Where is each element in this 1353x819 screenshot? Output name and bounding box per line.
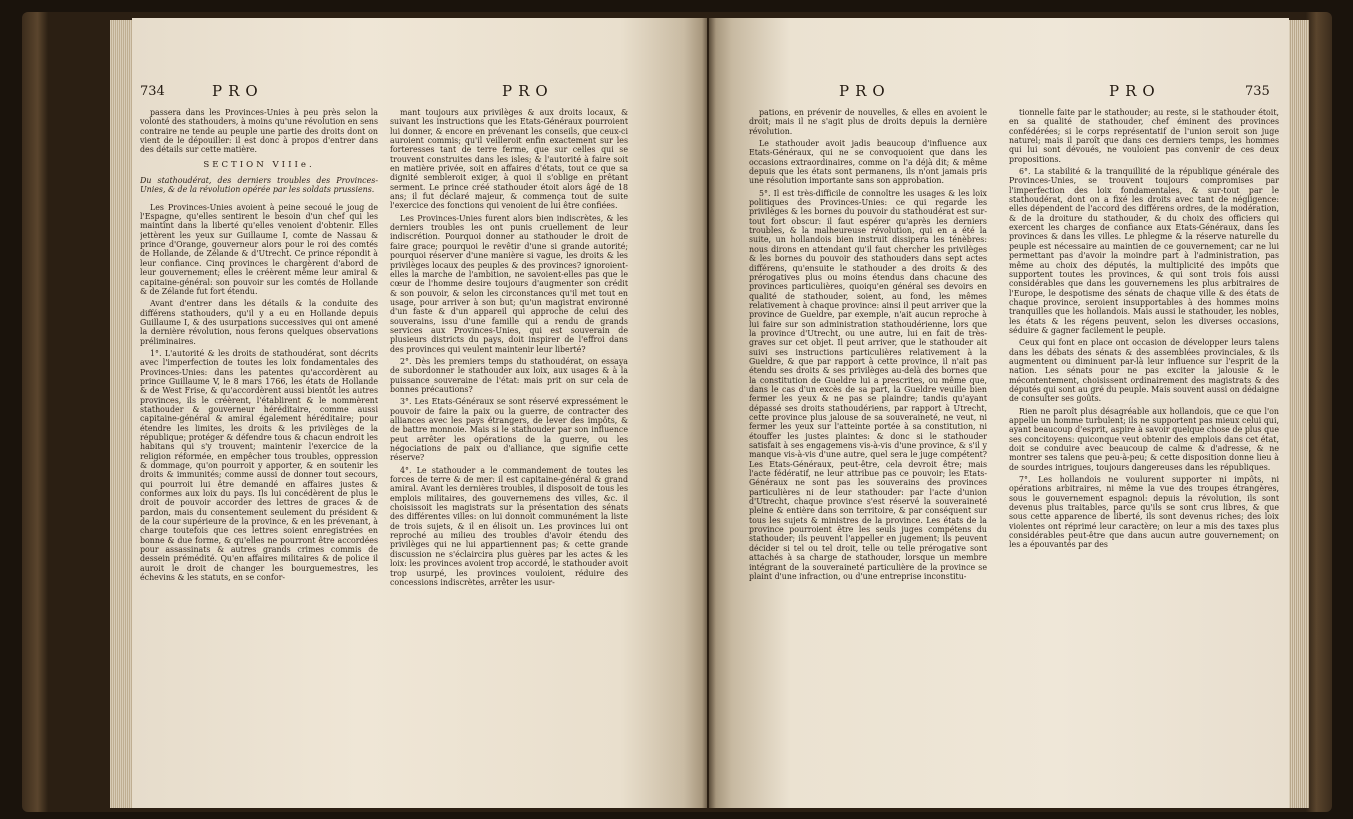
left-running-head-1: PRO [212, 82, 264, 100]
paragraph: 1°. L'autorité & les droits de stathoudérat, sont décrits avec l'imperfection de toutes les loix fondamentales des Provinces-Unies: dans les patentes qu'accordèrent au prince Guillaume V, le 8 mars 1766, les états de Hollande & de West Frise, & qu'accordèrent aussi bientôt les autres provinces, ils le créèrent, l'établirent & le nommèrent stathouder & gouverneur héréditaire, comme aussi capitaine-général & amiral également héréditaire; pour étendre les limites, les droits & les privilèges de la république; protéger & défendre tous & chacun endroit les habitans qui s'y trouvent; maintenir l'exercice de la religion réformée, en empêcher tous troubles, oppression & dommage, qu'on pourroit y apporter, & en soutenir les droits & immunités; comme aussi de donner tout secours, qui pourroit lui être demandé en affaires justes & conformes aux loix du pays. Ils lui concédèrent de plus le droit de pouvoir accorder des lettres de graces & de pardon, mais du consentement seulement du président & de la cour supérieure de la province, & en les prévenant, à charge toutefois que ces lettres soient enregistrées en bonne & due forme, & qu'elles ne pourront être accordées pour assassinats & autres grands crimes commis de dessein prémédité. Qu'en affaires militaires & de police il auroit le droit de changer les bourguemestres, les échevins & les statuts, en se confor- [140, 348, 378, 583]
paragraph: 5°. Il est très-difficile de connoître les usages & les loix politiques des Provinces-Unies: ce qui regarde les privilèges & les bornes du pouvoir du stathoudérat est sur-tout fort obscur: il faut espérer qu'après les derniers troubles, & la malheureuse révolution, qui en a été la suite, un hollandois bien instruit dissipera les ténèbres: nous dirons en attendant qu'il faut chercher les privilèges & les bornes du pouvoir des stathouders dans sept actes différens, qu'ensuite le stathouder a des droits & des prérogatives plus ou moins étendus dans chacune des provinces particulières, quoiqu'en général ses devoirs en qualité de stathouder, soient, au fond, les mêmes relativement à chaque province: ainsi il peut arriver que la province de Gueldre, par exemple, n'ait aucun reproche à lui faire sur son administration stathoudérienne, lors que la province d'Utrecht, ou une autre, lui en fait de très-graves sur cet objet. Il peut arriver, que le stathouder ait suivi ses instructions particulières relativement à la Gueldre, & que par rapport à cette province, il n'ait pas étendu ses droits & ses privilèges au-delà des bornes que la constitution de Gueldre lui a prescrites, ou même que, dans le cas d'un excès de sa part, la Gueldre veuille bien fermer les yeux & ne pas se plaindre; tandis qu'ayant dépassé ses droits stathoudériens, par rapport à Utrecht, cette province plus jalouse de sa souveraineté, ne veut, ni fermer les yeux sur l'atteinte portée à sa constitution, ni étouffer les justes plaintes: & donc si le stathouder satisfait à ses engagemens vis-à-vis d'une province, & s'il y manque vis-à-vis d'une autre, quel sera le juge compétent? Les Etats-Généraux, peut-être, cela devroit être; mais l'acte fédératif, ne leur attribue pas ce pouvoir; les Etats-Généraux ne sont pas les souverains des provinces particulières ni de leur stathouder: par l'acte d'union d'Utrecht, chaque province s'est réservé la souveraineté pleine & entière dans son territoire, & par conséquent sur tous les sujets & ministres de la province. Les états de la province pourroient être les seuls juges compétens du stathouder; ils peuvent l'appeller en jugement; ils peuvent décider si tel ou tel droit, telle ou telle prérogative sont attachés à sa charge de stathouder, lorsque un membre intégrant de la souveraineté particulière de la province se plaint d'une infraction, ou d'une entreprise inconstitu- [749, 188, 987, 581]
paragraph: passera dans les Provinces-Unies à peu près selon la volonté des stathouders, à moins qu'une révolution en sens contraire ne tende au peuple une partie des droits dont on vient de le dépouiller: il est donc à propos d'entrer dans des détails sur cette matière. [140, 108, 378, 155]
right-page [709, 18, 1289, 808]
paragraph: Le stathouder avoit jadis beaucoup d'influence aux Etats-Généraux, qui ne se convoquoient que dans les occasions extraordinaires, comme on l'a déjà dit; & même depuis que les états sont permanens, ils n'ont jamais pris une résolution importante sans son approbation. [749, 139, 987, 186]
paragraph: 7°. Les hollandois ne voulurent supporter ni impôts, ni opérations arbitraires, ni même la vue des troupes étrangères, sous le gouvernement espagnol: depuis la révolution, ils sont devenus plus traitables, parce qu'ils se sont crus libres, & que sous cette apparence de liberté, ils sont devenus riches; des loix violentes ont réprimé leur caractère; on leur a mis des taxes plus considérables peut-être que dans aucun autre gouvernement; on les a épouvantés par des [1009, 475, 1279, 550]
right-column-1 [749, 108, 987, 798]
right-page-number: 735 [1245, 84, 1270, 99]
right-running-head-2: PRO [1109, 82, 1161, 100]
paragraph: Les Provinces-Unies avoient à peine secoué le joug de l'Espagne, qu'elles sentirent le besoin d'un chef qui les maintînt dans la liberté qu'elles venoient d'obtenir. Elles jettèrent les yeux sur Guillaume I, comte de Nassau & prince d'Orange, gouverneur alors pour le roi des comtés de Hollande, de Zélande & d'Utrecht. Ce prince répondit à leur confiance. Cinq provinces le chargèrent d'abord de leur gouvernement; elles le créèrent même leur amiral & capitaine-général: son pouvoir sur les comtés de Hollande & de Zélande fut fort étendu. [140, 202, 378, 296]
paragraph: Ceux qui font en place ont occasion de développer leurs talens dans les débats des sénats & des assemblées provinciales, & ils augmentent ou diminuent par-là leur influence sur l'esprit de la nation. Les sénats pour ne pas exciter la jalousie & le mécontentement, choisissent ordinairement des magistrats & des députés qui sont au gré du peuple. Mais souvent aussi on dédaigne de consulter ses goûts. [1009, 338, 1279, 404]
book-gutter [702, 18, 716, 808]
left-column-1 [140, 108, 378, 798]
paragraph: 3°. Les Etats-Généraux se sont réservé expressément le pouvoir de faire la paix ou la guerre, de contracter des alliances avec les pays étrangers, de lever des impôts, & de battre monnoie. Mais si le stathouder par son influence peut arrêter les opérations de la guerre, ou les négociations de paix ou d'alliance, que signifie cette réserve? [390, 397, 628, 463]
right-page-edges [1287, 20, 1309, 808]
open-book [22, 12, 1332, 812]
paragraph: 6°. La stabilité & la tranquillité de la république générale des Provinces-Unies, se trouvent toujours compromises par l'imperfection des loix fondamentales, & sur-tout par le stathoudérat, dont on a fixé les droits avec tant de négligence: elles dépendent de l'accord des différens ordres, de la modération, & de la droiture du stathouder, & du choix des officiers qui exercent les charges de confiance aux Etats-Généraux, dans les provinces & dans les villes. Le phlegme & la réserve naturelle du peuple est nécessaire au maintien de ce gouvernement; car ne lui permettant pas d'avoir la moindre part à l'administration, pas même au choix des députés, la multiplicité des impôts que supportent toutes les provinces, & qui sont trois fois aussi considérables que dans les gouvernemens les plus arbitraires de l'Europe, le despotisme des sénats de chaque ville & des états de chaque province, seroient insupportables à des hommes moins tranquilles que les hollandois. Mais aussi le stathouder, les nobles, les états & les régens peuvent, selon les diverses occasions, séduire & gagner facilement le peuple. [1009, 167, 1279, 335]
paragraph: mant toujours aux privilèges & aux droits locaux, & suivant les instructions que les Etats-Généraux pourroient lui donner, & encore en prévenant les conseils, que ceux-ci auroient commis; qu'il veilleroit enfin exactement sur les forteresses tant de terre ferme, que sur celles qui se trouvent construites dans les isles; & l'autorité à faire soit en matière privée, soit en affaires d'états, tout ce que sa dignité sembleroit exiger, à quoi il s'oblige en prêtant serment. Le prince créé stathouder étoit alors âgé de 18 ans; il fut déclaré majeur, & commença tout de suite l'exercice des fonctions qui venoient de lui être confiées. [390, 108, 628, 211]
paragraph: Avant d'entrer dans les détails & la conduite des différens stathouders, qu'il y a eu en Hollande depuis Guillaume I, & des usurpations successives qui ont amené la dernière révolution, nous ferons quelques observations préliminaires. [140, 299, 378, 346]
section-heading: SECTION VIIIe. [203, 159, 315, 170]
right-column-2 [1009, 108, 1279, 798]
left-page-number: 734 [140, 84, 165, 99]
paragraph: Les Provinces-Unies furent alors bien indiscrètes, & les derniers troubles les ont punis cruellement de leur indiscrétion. Pourquoi donner au stathouder le droit de faire grace; pourquoi le revêtir d'une si grande autorité; pourquoi réserver d'une manière si vague, les droits & les privilèges locaux des peuples & des provinces? ignoroient-elles la marche de l'ambition, ne savoient-elles pas que le cœur de l'homme desire toujours d'augmenter son crédit & son pouvoir, & selon les circonstances qu'il met tout en usage, pour arriver à son but; qu'un magistrat environné d'un faste & d'un appareil qui approche de celui des souverains, issu d'une famille qui a rendu de grands services aux Provinces-Unies, qui est souverain de plusieurs districts du pays, doit inspirer de l'effroi dans des provinces qui veulent maintenir leur liberté? [390, 213, 628, 354]
section-subtitle: Du stathoudérat, des derniers troubles des Provinces-Unies, & de la révolution opérée par les soldats prussiens. [140, 176, 378, 195]
paragraph: tionnelle faite par le stathouder; au reste, si le stathouder étoit, en sa qualité de stathouder, chef éminent des provinces confédérées; si le corps représentatif de l'union seroit son juge naturel; mais il paroît que dans ces derniers temps, les hommes qui lui sont dévoués, ne vouloient pas convenir de ces deux propositions. [1009, 108, 1279, 164]
paragraph: 2°. Dès les premiers temps du stathoudérat, on essaya de subordonner le stathouder aux loix, aux usages & à la puissance souveraine de l'état: mais prit on sur cela de bonnes précautions? [390, 356, 628, 394]
left-page-edges [110, 20, 134, 808]
paragraph: Rien ne paroît plus désagréable aux hollandois, que ce que l'on appelle un homme turbulent; ils ne supportent pas mieux celui qui, ayant beaucoup d'esprit, aspire à savoir quelque chose de plus que ses concitoyens: quiconque veut obtenir des emplois dans cet état, doit se conduire avec beaucoup de calme & d'adresse, & ne montrer ses talens que peu-à-peu; & cette disposition donne lieu à de sourdes intrigues, toujours dangereuses dans les républiques. [1009, 406, 1279, 472]
right-running-head-1: PRO [839, 82, 891, 100]
paragraph: 4°. Le stathouder a le commandement de toutes les forces de terre & de mer: il est capitaine-général & grand amiral. Avant les dernières troubles, il disposoit de tous les emplois militaires, des gouvernemens des villes, &c. il choisissoit les magistrats sur la présentation des sénats des différentes villes: on lui donnoit communément la liste de trois sujets, & il en élisoit un. Les provinces lui ont reproché au milieu des troubles d'avoir étendu des privilèges qui ne lui appartiennent pas; & cette grande discussion ne s'éclaircira plus guères par les actes & les loix: les provinces avoient trop accordé, le stathouder avoit trop usurpé, les provinces vouloient, réduire des concessions indiscrètes, arrêter les usur- [390, 465, 628, 587]
left-page [132, 18, 707, 808]
left-running-head-2: PRO [502, 82, 554, 100]
paragraph: pations, en prévenir de nouvelles, & elles en avoient le droit; mais il ne s'agit plus de droits depuis la dernière révolution. [749, 108, 987, 136]
left-column-2 [390, 108, 628, 798]
